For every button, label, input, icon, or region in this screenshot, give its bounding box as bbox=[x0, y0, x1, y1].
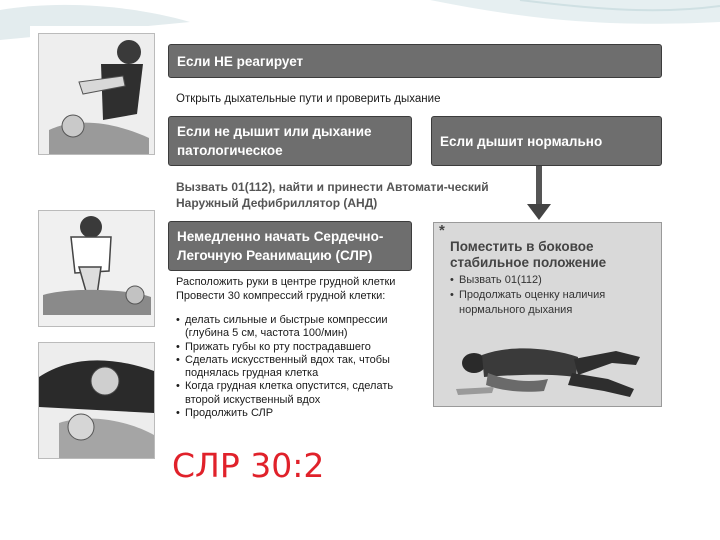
list-item: • Прижать губы ко рту пострадавшего bbox=[176, 341, 431, 354]
recovery-position-illustration bbox=[448, 333, 648, 401]
cpr-step-hands: Расположить руки в центре грудной клетки bbox=[176, 276, 396, 288]
cpr-step-compressions: Провести 30 компрессий грудной клетки: bbox=[176, 289, 386, 302]
open-airway-instruction: Открыть дыхательные пути и проверить дыхание bbox=[176, 93, 441, 105]
branch-not-breathing-bar bbox=[168, 116, 412, 166]
cpr-bullet-list bbox=[176, 314, 431, 420]
list-item: • Когда грудная клетка опустится, сделать второй искуственный вдох bbox=[176, 380, 431, 407]
list-item: • делать сильные и быстрые компрессии (глубина 5 см, частота 100/мин) bbox=[176, 314, 431, 341]
start-cpr-title: Немедленно начать Сердечно-Легочную Реанимацию (СЛР) bbox=[177, 229, 384, 263]
start-cpr-bar bbox=[168, 221, 412, 271]
list-item: • Сделать искусственный вдох так, чтобы поднялась грудная клетка bbox=[176, 354, 431, 381]
photo-chest-compressions bbox=[38, 210, 155, 327]
photo-rescue-breath bbox=[38, 342, 155, 459]
footnote-marker: * bbox=[439, 222, 445, 239]
step-no-response-bar bbox=[168, 44, 662, 78]
call-emergency-text: Вызвать 01(112), найти и принести Автомати-ческий Наружный Дефибриллятор (АНД) bbox=[176, 180, 489, 210]
step-no-response-title: Если НЕ реагирует bbox=[177, 54, 304, 69]
branch-breathing-bar bbox=[431, 116, 662, 166]
recovery-position-title: Поместить в боковое стабильное положение bbox=[450, 239, 607, 270]
list-item: • Вызвать 01(112) bbox=[450, 273, 655, 288]
list-item: • Продолжать оценку наличия нормального дыхания bbox=[450, 288, 655, 318]
photo-check-response bbox=[38, 33, 155, 155]
recovery-position-box bbox=[433, 222, 662, 407]
cpr-ratio-text: СЛР 30:2 bbox=[172, 446, 325, 485]
arrow-down-icon bbox=[527, 166, 551, 220]
cpr-steps bbox=[176, 276, 431, 303]
branch-breathing-title: Если дышит нормально bbox=[440, 134, 603, 149]
recovery-bullet-list bbox=[450, 273, 655, 318]
list-item: • Продолжить СЛР bbox=[176, 407, 431, 420]
branch-not-breathing-title: Если не дышит или дыхание патологическое bbox=[177, 124, 372, 158]
